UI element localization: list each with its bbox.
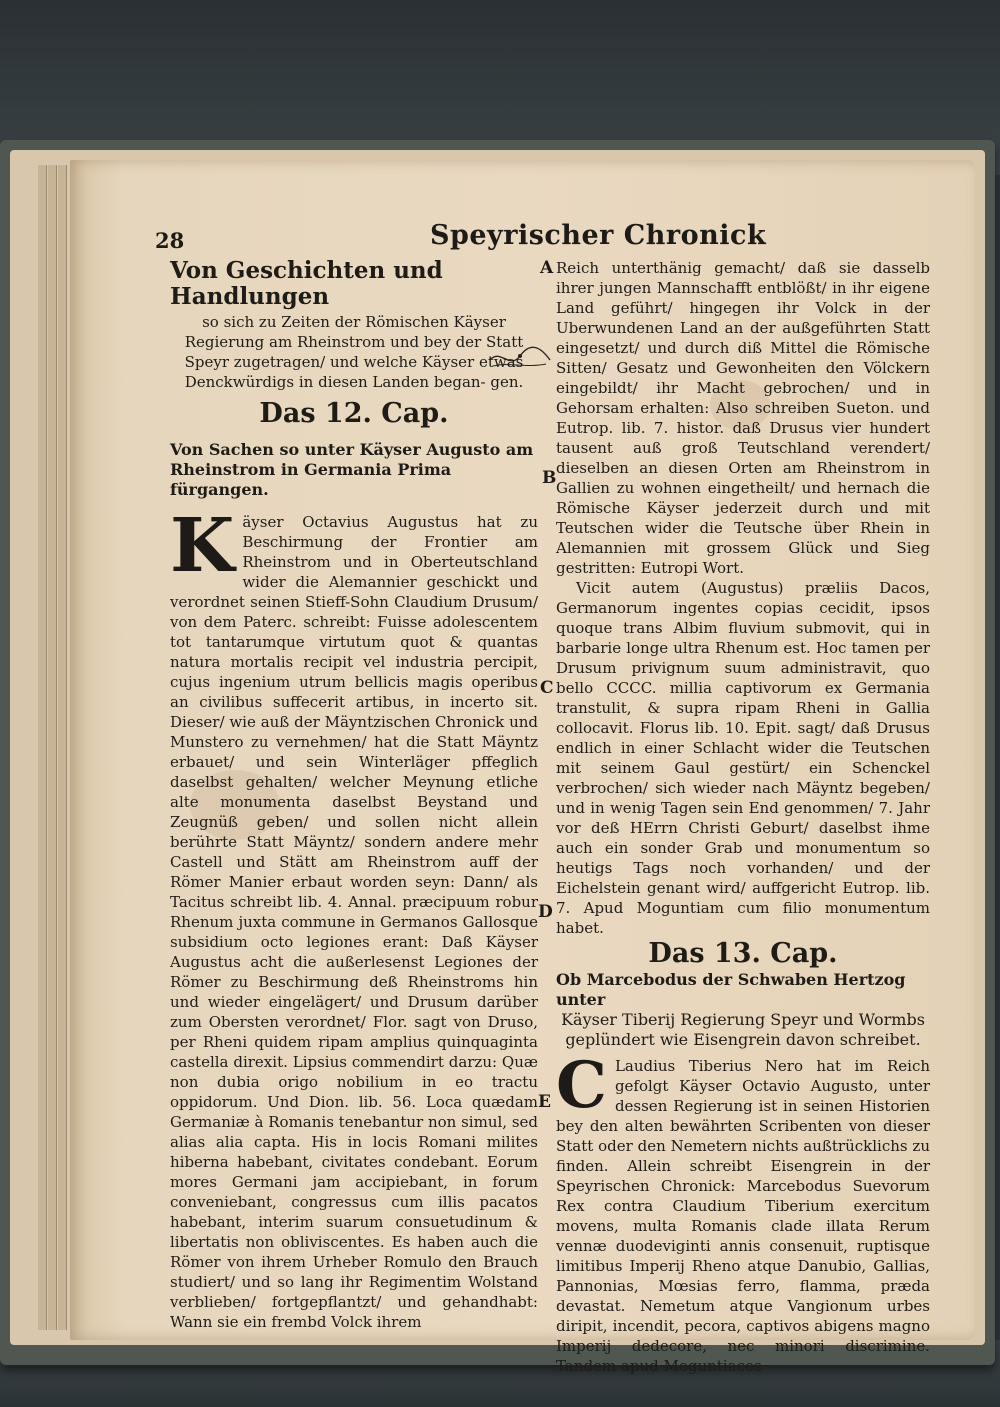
page-edge (58, 165, 67, 1330)
right-body-paragraph-c (556, 1048, 930, 1376)
dropcap-k: K (170, 503, 235, 589)
margin-letter-e: E (538, 1092, 551, 1112)
margin-letter-d: D (538, 902, 553, 922)
section-title-line: Ob Marcebodus der Schwaben Hertzog unter (556, 970, 906, 1009)
right-body-paragraph-latin: Vicit autem (Augustus) præliis Dacos, Germanorum ingentes copias cecidit, ipsos quoque trans Albim fluvium submovit, qui in barbarie longe ultra Rhenum est. Hoc tamen per Drusum privignum suum administravit, quo bello CCCC. millia captivorum ex Germania transtulit, & supra ripam Rheni in Gallia collocavit. Florus lib. 10. Epit. sagt/ daß Drusus endlich in einer Schlacht wider die Teutschen mit seinem Gaul gestürt/ ein Schenckel verbrochen/ sich wieder nach Mäyntz begeben/ und in wenig Tagen sein End genommen/ 7. Jahr vor deß HErrn Christi Geburt/ daselbst ihme auch ein sonder Grab und monumentum so heutigs Tags noch vorhanden/ und der Eichelstein genant wird/ auffgericht Eutrop. lib. 7. Apud Moguntiam cum filio monumentum habet. (556, 579, 930, 937)
right-body-paragraph-a: Reich unterthänig gemacht/ daß sie dasselb ihrer jungen Mannschafft entblößt/ in ihr eigene Land geführt/ hingegen ihr Volck in der Uberwundenen Land an der außgeführten Statt eingesetzt/ und durch diß Mittel die Römische Sitten/ Gesatz und Gewonheiten den Völckern eingebildt/ ihr Macht gebrochen/ und in Gehorsam erhalten: Also schreiben Sueton. und Eutrop. lib. 7. histor. daß Drusus vier hundert tausent auß groß Teutschland verendert/ dieselben an diesen Orten am Rheinstrom in Gallien zu wohnen eingetheilt/ und hernach die Römische Käyser jederzeit durch und mit Teutschen wider die Teutsche über Rhein in Alemannien mit grossem Glück und Sieg gestritten: Eutropi Wort. (556, 259, 930, 577)
intro-subtitle: so sich zu Zeiten der Römischen Käyser Regierung am Rheinstrom und bey der Statt Speyr zugetragen/ und welche Käyser etwas Denckwürdigs in diesen Landen began- gen. (184, 313, 524, 391)
page-edge (38, 165, 47, 1330)
chapter-12-heading: Das 12. Cap. (259, 398, 449, 429)
margin-letter-c: C (540, 678, 554, 698)
page-number: 28 (155, 228, 185, 253)
section-title-augustus: Von Sachen so unter Käyser Augusto am Rheinstrom in Germania Prima fürgangen. (170, 440, 534, 499)
chapter-13-heading: Das 13. Cap. (648, 938, 838, 969)
left-column (170, 258, 538, 1332)
right-column (556, 258, 930, 1376)
running-title: Speyrischer Chronick (430, 220, 767, 251)
page-header (155, 220, 935, 260)
section-title-subline: Käyser Tiberij Regierung Speyr und Wormbs geplündert wie Eisengrein davon schreibet. (561, 1010, 925, 1049)
left-body-text: äyser Octavius Augustus hat zu Beschirmung der Frontier am Rheinstrom und in Oberteutschland wider die Alemannier geschickt und verordnet seinen Stieff-Sohn Claudium Drusum/ von dem Paterc. schreibt: Fuisse adolescentem tot tantarumque virtutum quot & quantas natura mortalis recipit vel industria percipit, cujus ingenium utrum bellicis magis operibus an civilibus suffecerit artibus, in incerto sit. Dieser/ wie auß der Mäyntzischen Chronick und Munstero zu vernehmen/ hat die Statt Mäyntz erbauet/ und sein Winterläger pffeglich daselbst gehalten/ welcher Meynung etliche alte monumenta daselbst Beystand und Zeugnüß geben/ und sollen nicht allein berührte Statt Mäyntz/ sondern andere mehr Castell und Stätt am Rheinstrom auff der Römer Manier erbaut worden seyn: Dann/ als Tacitus schreibt lib. 4. Annal. præcipuum robur Rhenum juxta commune in Germanos Gallosque subsidium octo legiones erant: Daß Käyser Augustus acht die außerlesenst Legiones der Römer zu Beschirmung deß Rheinstroms hin und wieder eingelägert/ und Drusum darüber zum Obersten verordnet/ Flor. sagt von Druso, per Rheni quidem ripam amplius quinquaginta castella direxit. Lipsius commendirt darzu: Quæ non dubia origo nobilium in eo tractu oppidorum. Und Dion. lib. 56. Loca quædam Germaniæ à Romanis tenebantur non simul, sed alias alia capta. His in locis Romani milites hiberna habebant, civitates condebant. Eorum mores Germani jam accipiebant, in forum conveniebant, congressus cum illis pacatos habebant, interim suarum consuetudinum & libertatis non obliviscentes. Es haben auch die Römer von ihrem Urheber Romulo den Brauch studiert/ und so lang ihr Regimentim Wolstand verblieben/ fortgepflantzt/ und gehandhabt: Wann sie ein frembd Volck ihrem (170, 513, 538, 1331)
dropcap-c: C (556, 1048, 607, 1123)
section-title-marcebodus (556, 970, 930, 1050)
margin-letter-a: A (540, 258, 554, 278)
left-body-paragraph (170, 503, 538, 1332)
intro-title: Von Geschichten und Handlungen (170, 257, 443, 310)
margin-letter-b: B (542, 468, 557, 488)
right-body-text-c: Laudius Tiberius Nero hat im Reich gefolgt Käyser Octavio Augusto, unter dessen Regierung ist in seinen Historien bey den alten bewährten Scribenten von dieser Statt oder den Nemetern nichts außtrücklichs zu finden. Allein schreibt Eisengrein in der Speyrischen Chronick: Marcebodus Suevorum Rex contra Claudium Tiberium exercitum movens, multa Romanis clade illata Rerum vennæ duodeviginti annis consenuit, ruptisque limitibus Imperij Rheno atque Danubio, Gallias, Pannonias, Mœsias ferro, flamma, præda devastat. Nemetum atque Vangionum urbes diripit, incendit, pecora, captivos abigens magno Imperij dedecore, nec minori discrimine. Tandem apud Moguntiacos (556, 1057, 930, 1375)
page-edge (48, 165, 57, 1330)
